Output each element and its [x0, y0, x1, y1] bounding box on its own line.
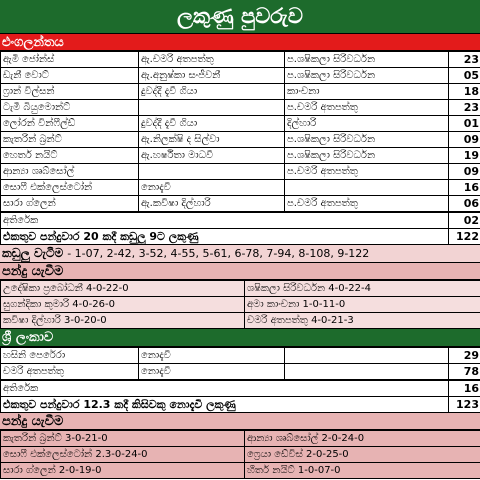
bowler-text: ප.ශෂිකලා සිරිවර්ධන [285, 148, 449, 164]
bowling-row [1, 297, 480, 313]
runs-value: 09 [449, 164, 480, 180]
batting-row [1, 84, 480, 100]
fall-of-wickets-row [0, 245, 480, 263]
batter-name: කැතරින් බ්‍රන්ට් [1, 132, 139, 148]
bowler-figures: ආන්‍යා ශෘබ්සෝල් 2-0-24-0 [245, 431, 480, 447]
batting-row [1, 52, 480, 68]
batter-name: චමරි අතපත්තු [1, 364, 139, 380]
bowling-row [1, 313, 480, 329]
bowler-figures: චමරි අතපත්තු 4-0-21-3 [245, 313, 480, 329]
extras-value: 02 [449, 213, 480, 229]
runs-value: 06 [449, 196, 480, 212]
total-row [1, 397, 480, 413]
team2-bowling-table [0, 430, 480, 479]
dismissal-text [139, 100, 285, 116]
runs-value: 23 [449, 100, 480, 116]
batter-name: හසිනි පෙරේරා [1, 348, 139, 364]
batter-name: සාරා ග්ලෙන් [1, 196, 139, 212]
runs-value: 23 [449, 52, 480, 68]
total-label: එකතුව පන්දුවාර 20 කදී කඩුලු 9ට ලකුණු [1, 229, 449, 245]
runs-value: 18 [449, 84, 480, 100]
runs-value: 29 [449, 348, 480, 364]
bowler-text: ප.චමරි අතපත්තු [285, 196, 449, 212]
bowling-row [1, 281, 480, 297]
team1-header: එංගලන්තය [0, 34, 480, 51]
batting-row [1, 364, 480, 380]
dismissal-text: දුවද්දී දැවී ගියා [139, 116, 285, 132]
bowler-figures: හීතර් නයිට් 1-0-07-0 [245, 463, 480, 479]
bowler-text: දිල්හාරි [285, 116, 449, 132]
bowler-figures: සාරා ග්ලෙන් 2-0-19-0 [1, 463, 245, 479]
runs-value: 05 [449, 68, 480, 84]
dismissal-text: නොදැවී [139, 348, 285, 364]
team1-bowling-header: පන්දු යැවීම [0, 263, 480, 280]
bowler-figures: කැතරින් බ්‍රන්ට් 3-0-21-0 [1, 431, 245, 447]
extras-label: අතිරේක [1, 381, 449, 397]
batting-row [1, 196, 480, 212]
bowler-figures: සොෆී එක්ලෙස්ටෝන් 2.3-0-24-0 [1, 447, 245, 463]
team1-bowling-table [0, 280, 480, 329]
batting-row [1, 116, 480, 132]
batter-name: ලෝරන් වින්ෆීල්ඩ් [1, 116, 139, 132]
batter-name: ටැමී බියුමොන්ට් [1, 100, 139, 116]
scoreboard-title: ලකුණු පුවරුව [0, 0, 480, 34]
batter-name: ෆ්‍රාන් විල්සන් [1, 84, 139, 100]
bowler-text: ප.චමරි අතපත්තු [285, 100, 449, 116]
batting-row [1, 148, 480, 164]
bowler-figures: කවිෂා දිල්හාරි 3-0-20-0 [1, 313, 245, 329]
dismissal-text: ඇ.කවිෂා දිල්හාරි [139, 196, 285, 212]
batting-row [1, 132, 480, 148]
dismissal-text: ඇ.හර්ෂිතා මාධවී [139, 148, 285, 164]
team2-header: ශ්‍රී ලංකාව [0, 329, 480, 347]
bowler-text: ප.ශෂිකලා සිරිවර්ධන [285, 68, 449, 84]
batting-row [1, 348, 480, 364]
total-value: 123 [449, 397, 480, 413]
batter-name: හෙතර් නයිට් [1, 148, 139, 164]
batter-name: ඇමි ජෝන්ස් [1, 52, 139, 68]
batting-row [1, 180, 480, 196]
bowler-text [285, 180, 449, 196]
dismissal-text: ඇ.අනුෂ්කා සංජීවනී [139, 68, 285, 84]
team1-summary-table [0, 212, 480, 245]
bowler-figures: ෆ්‍රෙයා ඩේවිස් 2-0-25-0 [245, 447, 480, 463]
batting-row [1, 68, 480, 84]
runs-value: 16 [449, 180, 480, 196]
runs-value: 01 [449, 116, 480, 132]
total-value: 122 [449, 229, 480, 245]
batter-name: ඩැනී වොට් [1, 68, 139, 84]
dismissal-text: නොදැවී [139, 180, 285, 196]
bowler-figures: සුගන්දිකා කුමාරි 4-0-26-0 [1, 297, 245, 313]
total-row [1, 229, 480, 245]
bowling-row [1, 463, 480, 479]
fall-of-wickets-values: - 1-07, 2-42, 3-52, 4-55, 5-61, 6-78, 7-94, 8-108, 9-122 [67, 247, 370, 260]
bowler-text: ප.ශෂිකලා සිරිවර්ධන [285, 52, 449, 68]
bowler-text: ප.චමරි අතපත්තු [285, 164, 449, 180]
runs-value: 19 [449, 148, 480, 164]
team2-bowling-header: පන්දු යැවීම [0, 413, 480, 430]
runs-value: 09 [449, 132, 480, 148]
total-label: එකතුව පන්දුවාර 12.3 කදී කිසිවකු නොදැවී ලකුණු [1, 397, 449, 413]
dismissal-text: නොදැවී [139, 364, 285, 380]
team2-batting-table [0, 347, 480, 380]
dismissal-text [139, 164, 285, 180]
batter-name: සොෆී එක්ලෙස්ටෝන් [1, 180, 139, 196]
batting-row [1, 164, 480, 180]
bowling-row [1, 431, 480, 447]
bowler-figures: ශෂිකලා සිරිවර්ධන 4-0-22-4 [245, 281, 480, 297]
dismissal-text: දුවද්දී දැවී ගියා [139, 84, 285, 100]
extras-value: 16 [449, 381, 480, 397]
bowler-text: කාංචනා [285, 84, 449, 100]
team2-summary-table [0, 380, 480, 413]
bowler-text: ප.ශෂිකලා සිරිවර්ධන [285, 132, 449, 148]
runs-value: 78 [449, 364, 480, 380]
extras-row [1, 213, 480, 229]
bowler-text [285, 364, 449, 380]
bowler-figures: අමා කාංචනා 1-0-11-0 [245, 297, 480, 313]
batter-name: ආන්‍යා ශෘබ්සෝල් [1, 164, 139, 180]
extras-label: අතිරේක [1, 213, 449, 229]
bowling-row [1, 447, 480, 463]
batting-row [1, 100, 480, 116]
team1-batting-table [0, 51, 480, 212]
bowler-figures: උදේෂිකා ප්‍රබෝධනී 4-0-22-0 [1, 281, 245, 297]
dismissal-text: ඇ.නිලක්ෂි ද සිල්වා [139, 132, 285, 148]
bowler-text [285, 348, 449, 364]
dismissal-text: ඇ.චමරි අතපත්තු [139, 52, 285, 68]
extras-row [1, 381, 480, 397]
fall-of-wickets-label: කඩුලු වැටීම [2, 246, 64, 260]
